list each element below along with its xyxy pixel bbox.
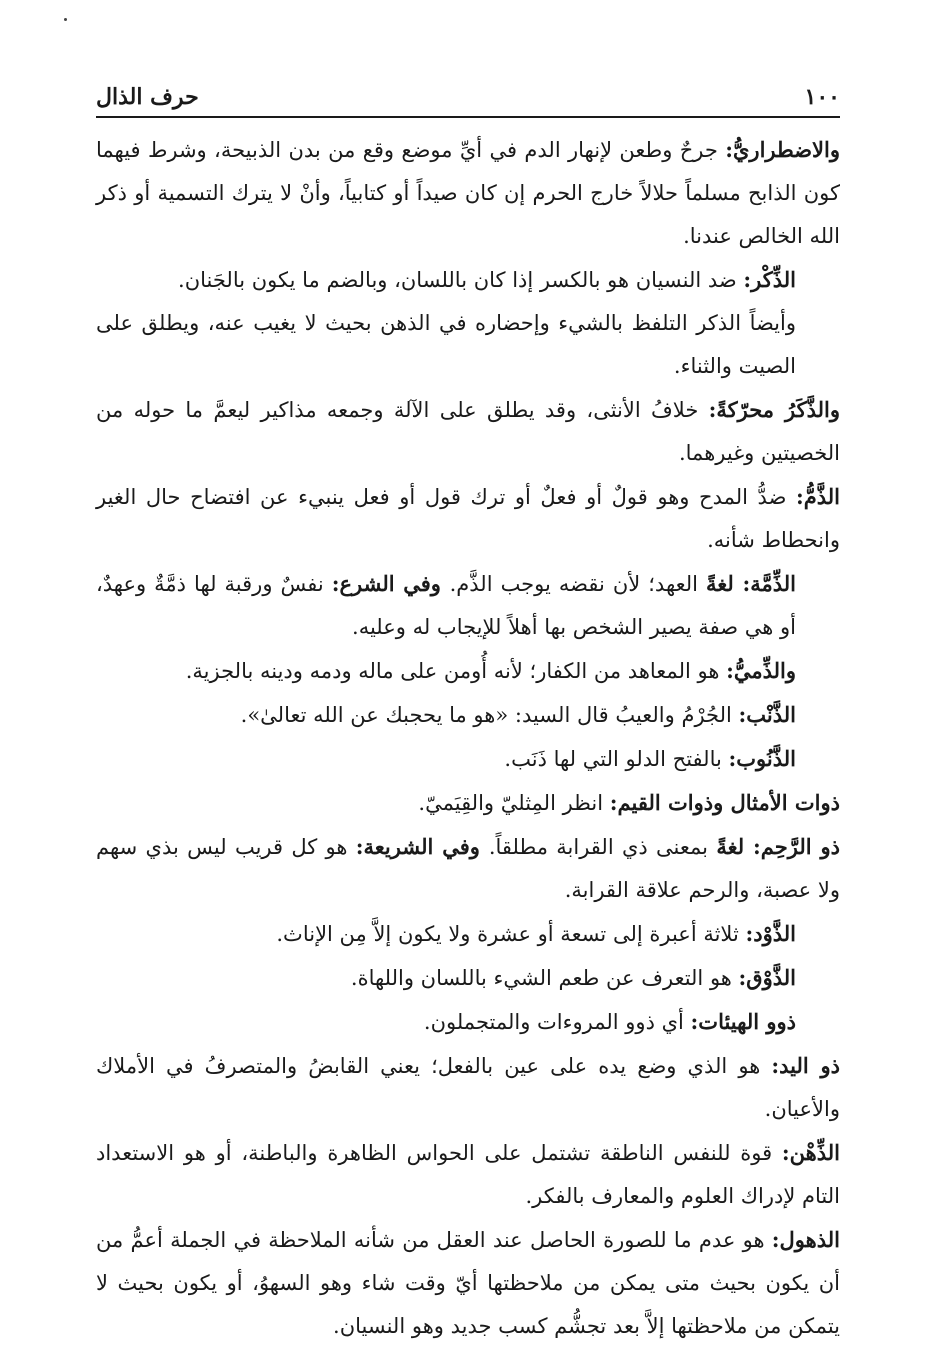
entry-dhawd bbox=[96, 912, 840, 956]
entry-label-lexical: لغةً bbox=[716, 834, 754, 859]
entry-dhakar bbox=[96, 388, 840, 475]
book-page bbox=[96, 70, 840, 1348]
entry-dhamm bbox=[96, 475, 840, 562]
entry-dhawu-alhayat bbox=[96, 1000, 840, 1044]
entry-dhuhul bbox=[96, 1218, 840, 1348]
entry-text: وأيضاً الذكر التلفظ بالشيء وإحضاره في الذهن بحيث لا يغيب عنه، ويطلق على الصيت والثناء. bbox=[96, 311, 796, 378]
entry-idtirari bbox=[96, 128, 840, 258]
entry-text: أي ذوو المروءات والمتجملون. bbox=[423, 1010, 691, 1034]
entry-text: هو المعاهد من الكفار؛ لأنه أُومن على ماله ودمه ودينه بالجزية. bbox=[185, 659, 727, 683]
scan-speck bbox=[64, 18, 67, 21]
entry-term: والذِّميُّ: bbox=[726, 658, 796, 683]
entry-dhimmi bbox=[96, 649, 840, 693]
entry-text: قوة للنفس الناطقة تشتمل على الحواس الظاهرة والباطنة، أو هو الاستعداد التام لإدراك العلوم والمعارف بالفكر. bbox=[96, 1141, 840, 1208]
chapter-title: حرف الذال bbox=[96, 84, 199, 110]
entry-term: الذَّنْب: bbox=[738, 702, 796, 727]
entry-dhawq bbox=[96, 956, 840, 1000]
entry-dhanub bbox=[96, 737, 840, 781]
entry-text: ضد النسيان هو بالكسر إذا كان باللسان، وبالضم ما يكون بالجَنان. bbox=[178, 268, 744, 292]
entry-term: الذِّكْر: bbox=[743, 267, 796, 292]
entry-label-lexical: لغةً bbox=[706, 571, 743, 596]
entry-text: هو عدم ما للصورة الحاصل عند العقل من شأنه الملاحظة في الجملة أعمُّ من أن يكون بحيث متى يمكن من ملاحظتها أيّ وقت شاء وهو السهوُ، أو يكون بحيث لا يتمكن من ملاحظتها إلاَّ بعد تجشُّم كسب جديد وهو النسيان. bbox=[96, 1228, 840, 1338]
entry-dhikr bbox=[96, 258, 840, 302]
entry-term: الذِّهْن: bbox=[781, 1140, 840, 1165]
entry-term: والاضطراريُّ: bbox=[725, 137, 840, 162]
entry-dhawat-alamthal bbox=[96, 781, 840, 825]
entry-text: نفسٌ ورقبة لها ذمَّةٌ وعهدٌ، أو هي صفة يصير الشخص بها أهلاً للإيجاب له وعليه. bbox=[96, 572, 796, 639]
entry-text: العهد؛ لأن نقضه يوجب الذَّم. bbox=[449, 572, 707, 596]
entry-dhihn bbox=[96, 1131, 840, 1218]
entry-label-legal: وفي الشرع: bbox=[331, 571, 450, 596]
entry-text: ضدُّ المدح وهو قولٌ أو فعلٌ أو ترك قول أو فعل ينبيء عن افتضاح حال الغير وانحطاط شأنه. bbox=[96, 485, 840, 552]
entry-term: الذَّمُّ: bbox=[795, 484, 840, 509]
entry-dhimma bbox=[96, 562, 840, 649]
entry-text: بمعنى ذي القرابة مطلقاً. bbox=[488, 835, 717, 859]
entry-term: الذَّوْد: bbox=[745, 921, 796, 946]
entry-text: هو كل قريب ليس بذي سهم ولا عصبة، والرحم علاقة القرابة. bbox=[96, 835, 840, 902]
entry-term: الذَّوْق: bbox=[738, 965, 796, 990]
entry-term: الذِّمَّة: bbox=[742, 571, 796, 596]
entry-dhanb bbox=[96, 693, 840, 737]
entry-text: هو التعرف عن طعم الشيء باللسان واللهاة. bbox=[350, 966, 739, 990]
entry-term: الذَّنُوب: bbox=[728, 746, 796, 771]
entry-dhu-alrahim bbox=[96, 825, 840, 912]
entry-text: هو الذي وضع يده على عين بالفعل؛ يعني القابضُ والمتصرفُ في الأملاك والأعيان. bbox=[96, 1054, 840, 1121]
entry-text: انظر المِثليّ والقِيَميّ. bbox=[418, 791, 610, 815]
entry-label-legal: وفي الشريعة: bbox=[355, 834, 489, 859]
entry-dhu-alyad bbox=[96, 1044, 840, 1131]
entry-term: والذَّكَرُ محرّكةً: bbox=[708, 397, 840, 422]
entry-dhikr-continued bbox=[96, 302, 840, 388]
page-header bbox=[96, 70, 840, 118]
entry-text: ثلاثة أعبرة إلى تسعة أو عشرة ولا يكون إلاَّ مِن الإناث. bbox=[276, 922, 746, 946]
entry-term: ذوات الأمثال وذوات القيم: bbox=[609, 790, 840, 815]
entry-text: خلافُ الأنثى، وقد يطلق على الآلة وجمعه مذاكير ليعمَّ ما حوله من الخصيتين وغيرهما. bbox=[96, 398, 840, 465]
entry-term: الذهول: bbox=[771, 1227, 840, 1252]
entry-text: الجُرْمُ والعيبُ قال السيد: «هو ما يحجبك عن الله تعالىٰ». bbox=[240, 703, 739, 727]
page-number: ١٠٠ bbox=[804, 84, 840, 110]
entry-term: ذوو الهيئات: bbox=[690, 1009, 796, 1034]
entry-text: بالفتح الدلو التي لها ذَنَب. bbox=[504, 747, 729, 771]
entry-text: جرحٌ وطعن لإنهار الدم في أيِّ موضع وقع من بدن الذبيحة، وشرط فيهما كون الذابح مسلماً حلالاً خارج الحرم إن كان صيداً أو كتابياً، وأنْ لا يترك التسمية أو ذكر الله الخالص عندنا. bbox=[96, 138, 840, 248]
entry-term: ذو اليد: bbox=[771, 1053, 840, 1078]
entry-term: ذو الرَّحِم: bbox=[753, 834, 841, 859]
page-body bbox=[96, 128, 840, 1348]
